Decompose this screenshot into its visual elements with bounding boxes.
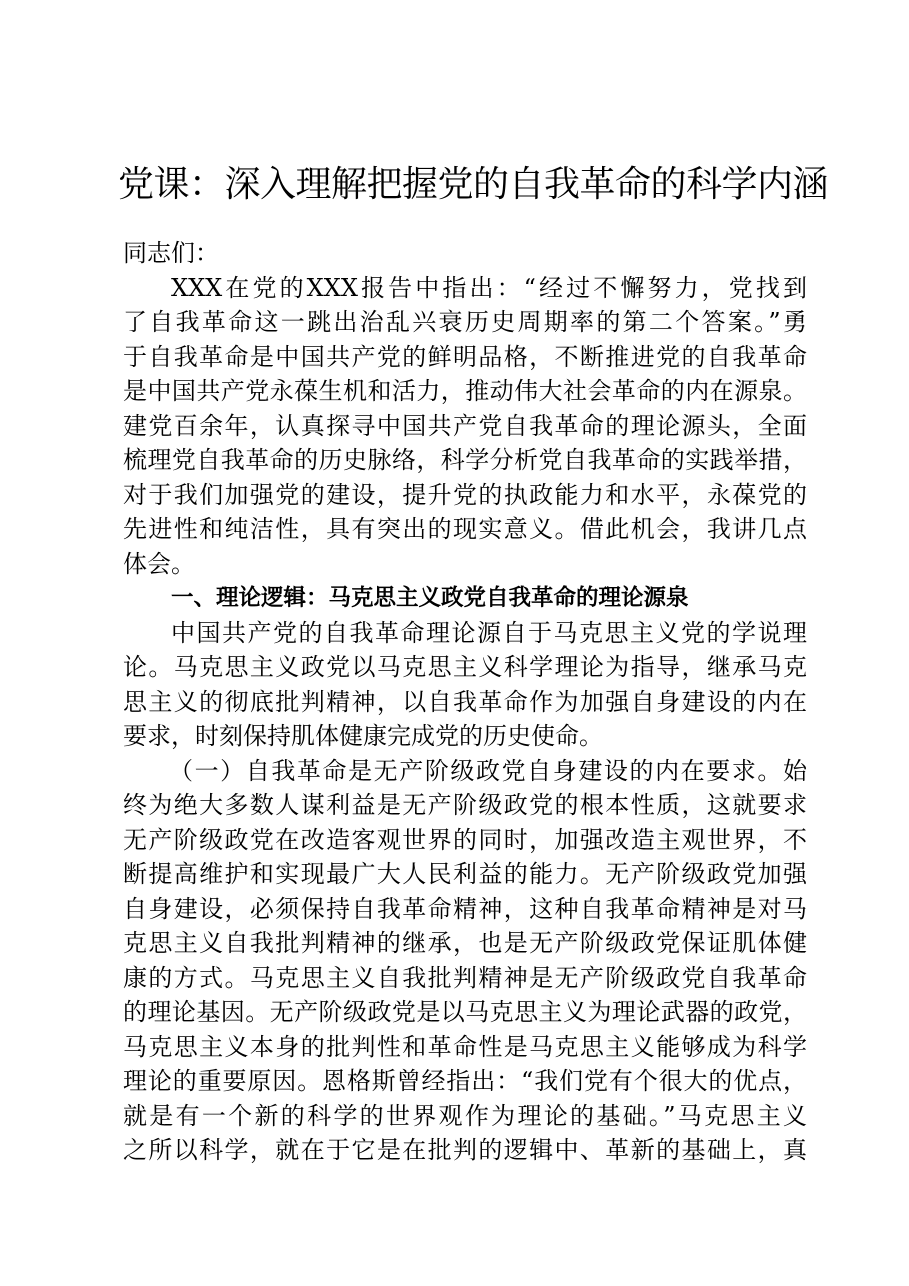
paragraph-line: 梳理党自我革命的历史脉络，科学分析党自我革命的实践举措， [123, 446, 807, 474]
paragraph-line: 了自我革命这一跳出治乱兴衰历史周期率的第二个答案。”勇 [123, 308, 807, 336]
paragraph-line: 是中国共产党永葆生机和活力，推动伟大社会革命的内在源泉。 [123, 377, 807, 405]
paragraph-line: 康的方式。马克思主义自我批判精神是无产阶级政党自我革命 [123, 963, 807, 992]
document-body [123, 236, 807, 1168]
paragraph-line: 无产阶级政党在改造客观世界的同时，加强改造主观世界，不 [123, 825, 807, 854]
paragraph-line: 终为绝大多数人谋利益是无产阶级政党的根本性质，这就要求 [123, 791, 807, 819]
paragraph-line: 断提高维护和实现最广大人民利益的能力。无产阶级政党加强 [123, 860, 807, 888]
paragraph-line: 中国共产党的自我革命理论源自于马克思主义党的学说理 [171, 618, 807, 647]
subsection-lead-line: （一）自我革命是无产阶级政党自身建设的内在要求。始 [169, 756, 807, 785]
paragraph-line: 的理论基因。无产阶级政党是以马克思主义为理论武器的政党， [123, 998, 807, 1026]
paragraph-line: XXX在党的XXX报告中指出：“经过不懈努力，党找到 [171, 273, 807, 302]
paragraph-line: 理论的重要原因。恩格斯曾经指出：“我们党有个很大的优点， [123, 1067, 807, 1095]
document-title: 党课：深入理解把握党的自我革命的科学内涵 [118, 164, 829, 205]
salutation: 同志们： [123, 239, 219, 267]
paragraph-line: 于自我革命是中国共产党的鲜明品格，不断推进党的自我革命 [123, 342, 807, 371]
paragraph-line: 对于我们加强党的建设，提升党的执政能力和水平，永葆党的 [123, 480, 807, 509]
paragraph-line: 马克思主义本身的批判性和革命性是马克思主义能够成为科学 [123, 1032, 807, 1061]
paragraph-line: 体会。 [123, 549, 195, 578]
paragraph-line: 就是有一个新的科学的世界观作为理论的基础。”马克思主义 [123, 1101, 807, 1130]
paragraph-line: 论。马克思主义政党以马克思主义科学理论为指导，继承马克 [123, 653, 807, 681]
paragraph-line: 要求，时刻保持肌体健康完成党的历史使命。 [123, 722, 603, 750]
paragraph-line: 自身建设，必须保持自我革命精神，这种自我革命精神是对马 [123, 894, 807, 923]
section-heading: 一、理论逻辑：马克思主义政党自我革命的理论源泉 [171, 585, 689, 611]
paragraph-line: 之所以科学，就在于它是在批判的逻辑中、革新的基础上，真 [123, 1136, 807, 1164]
paragraph-line: 思主义的彻底批判精神，以自我革命作为加强自身建设的内在 [123, 687, 807, 716]
paragraph-line: 克思主义自我批判精神的继承，也是无产阶级政党保证肌体健 [123, 929, 807, 957]
paragraph-line: 建党百余年，认真探寻中国共产党自我革命的理论源头，全面 [123, 411, 807, 440]
paragraph-line: 先进性和纯洁性，具有突出的现实意义。借此机会，我讲几点 [123, 515, 807, 543]
